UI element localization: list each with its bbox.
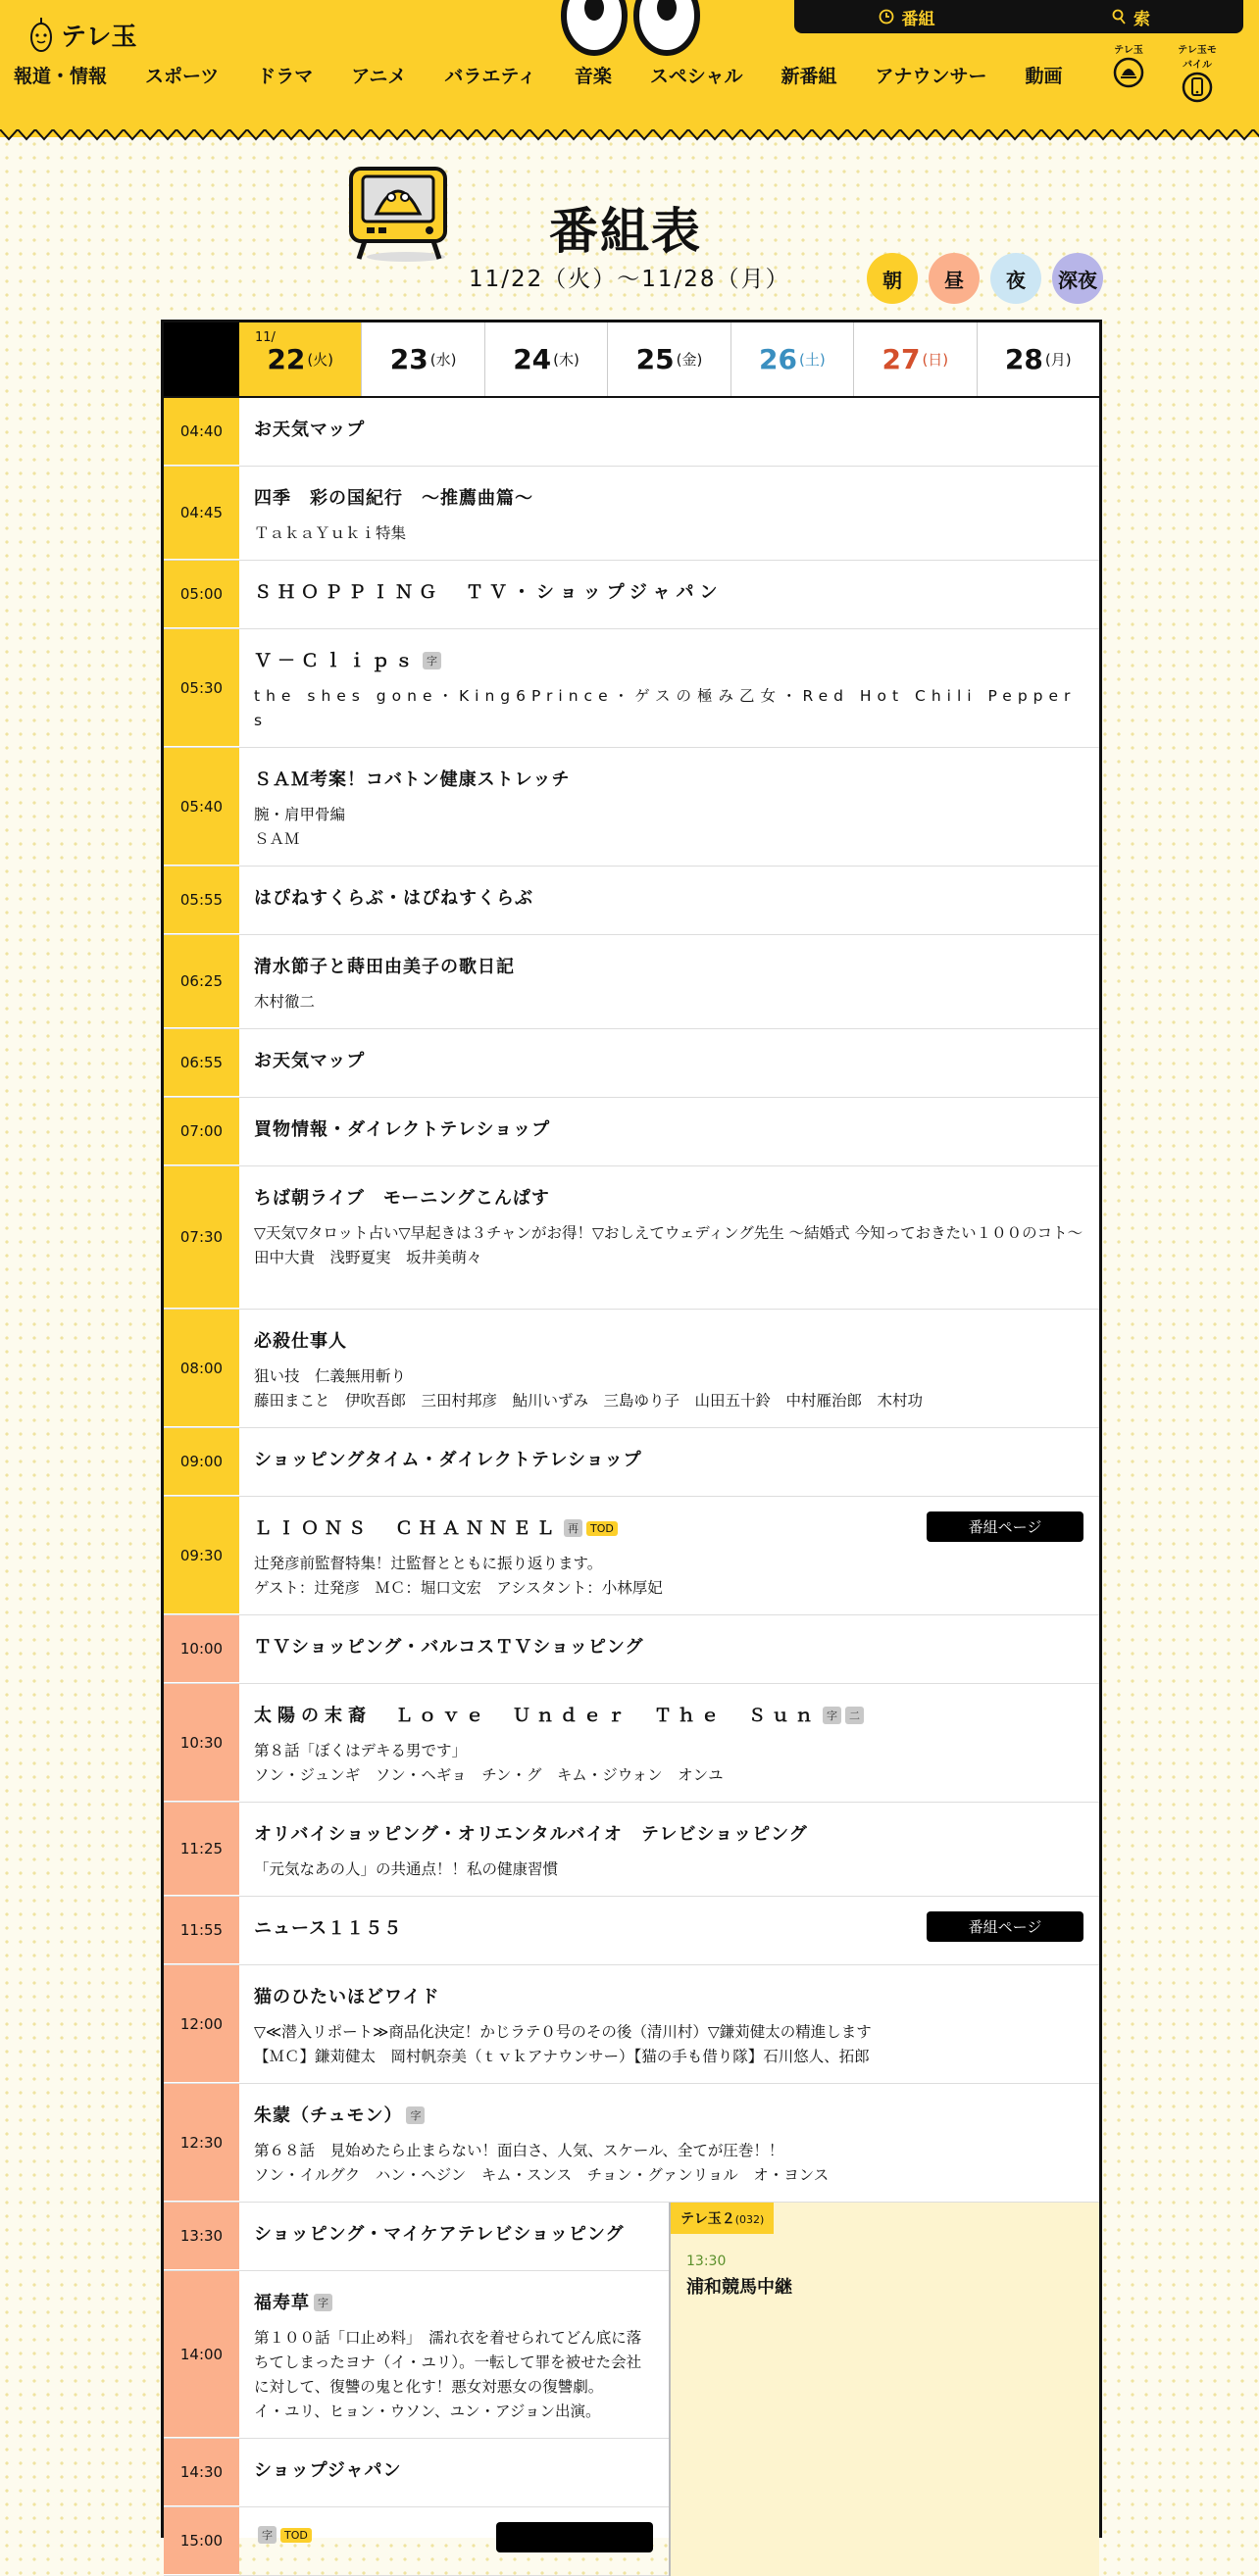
- program-row[interactable]: [164, 1098, 1099, 1166]
- search-link[interactable]: [1019, 0, 1243, 33]
- day-month: 11/: [255, 330, 276, 345]
- program-title[interactable]: [254, 2289, 653, 2314]
- program-title-text: Ｖ－Ｃｌｉｐｓ: [254, 651, 419, 671]
- program-title[interactable]: [254, 1115, 1083, 1141]
- program-title-text: ＳＨＯＰＰＩＮＧ ＴＶ・ショップジャパン: [254, 582, 724, 603]
- program-title[interactable]: [254, 1820, 1083, 1846]
- program-row[interactable]: [164, 629, 1099, 748]
- program-cell[interactable]: [239, 561, 1099, 628]
- program-row[interactable]: [164, 1803, 1099, 1897]
- program-badge: TOD: [586, 1521, 618, 1536]
- program-title-text: 買物情報・ダイレクトテレショップ: [254, 1119, 551, 1140]
- program-cell[interactable]: [239, 867, 1099, 934]
- day-tab-27[interactable]: [853, 322, 976, 396]
- search-label: 索: [1133, 9, 1150, 29]
- program-cell[interactable]: [239, 629, 1099, 747]
- program-cell[interactable]: [239, 2203, 669, 2270]
- program-time: 10:30: [164, 1684, 239, 1802]
- program-row[interactable]: [164, 398, 1099, 467]
- day-weekday: (水): [429, 351, 457, 369]
- program-cell[interactable]: [239, 748, 1099, 866]
- program-title-text: 清水節子と蒔田由美子の歌日記: [254, 957, 515, 977]
- program-row[interactable]: [164, 467, 1099, 561]
- program-title[interactable]: [254, 484, 1083, 510]
- program-title-text: ショップジャパン: [254, 2460, 402, 2481]
- program-row[interactable]: [164, 748, 1099, 867]
- program-title-text: ＳＡＭ考案！コバトン健康ストレッチ: [254, 769, 571, 790]
- program-description: ＴａｋａＹｕｋｉ特集: [254, 524, 407, 542]
- program-cell[interactable]: [239, 1166, 1099, 1309]
- program-time: 04:40: [164, 398, 239, 466]
- program-row[interactable]: [164, 1497, 1099, 1615]
- program-row[interactable]: [164, 1897, 1099, 1965]
- nav-special[interactable]: スペシャル: [649, 65, 743, 87]
- logo-text: テレ玉: [61, 22, 137, 52]
- program-time: 08:00: [164, 1310, 239, 1427]
- program-title[interactable]: [254, 1983, 1083, 2008]
- site-header: [0, 0, 1259, 137]
- nav-music[interactable]: 音楽: [574, 65, 612, 87]
- split-channel-region: [164, 2203, 1099, 2576]
- program-cell[interactable]: [239, 1684, 1099, 1802]
- day-tab-28[interactable]: [977, 322, 1099, 396]
- program-row[interactable]: [164, 2507, 669, 2576]
- program-time: 05:00: [164, 561, 239, 628]
- program-title-text: お天気マップ: [254, 1051, 366, 1071]
- program-time: 11:55: [164, 1897, 239, 1964]
- program-badge: 字: [406, 2106, 425, 2124]
- nav-sports[interactable]: スポーツ: [145, 65, 220, 87]
- page-title: 番組表: [549, 203, 702, 260]
- program-row[interactable]: [164, 1428, 1099, 1497]
- program-cell[interactable]: [239, 1965, 1099, 2083]
- program-row[interactable]: [164, 1310, 1099, 1428]
- program-description: 第６８話 見始めたら止まらない！面白さ、人気、スケール、全てが圧巻！！ ソン・イルグク ハン・ヘジン キム・スンス チョン・グァンリョル オ・ヨンス: [254, 2142, 830, 2184]
- program-rows: [164, 398, 1099, 2576]
- program-row[interactable]: [164, 1029, 1099, 1098]
- program-cell[interactable]: [239, 398, 1099, 466]
- mobile-link[interactable]: [1177, 41, 1218, 86]
- program-cell[interactable]: [239, 2439, 669, 2506]
- time-of-day-buttons: [867, 253, 1103, 304]
- nav-variety[interactable]: バラエティ: [444, 65, 536, 87]
- nav-videos[interactable]: 動画: [1025, 65, 1063, 87]
- program-description: ▽天気▽タロット占い▽早起きは３チャンがお得！▽おしえてウェディング先生 ～結婚式 今知っておきたい１００のコト～ 田中大貴 浅野夏実 坂井美萌々: [254, 1224, 1083, 1266]
- nav-announcers[interactable]: アナウンサー: [875, 65, 987, 87]
- program-title[interactable]: [254, 1184, 1083, 1210]
- program-description: 第１００話「口止め料」 濡れ衣を着せられてどん底に落ちてしまったヨナ（イ・ユリ）。一転して罪を被せた会社に対して、復讐の鬼と化す！悪女対悪女の復讐劇。 イ・ユリ、ヒョン・ウソン、ユン・アジョン出演。: [254, 2329, 642, 2420]
- program-title-text: ちば朝ライブ モーニングこんぱす: [254, 1188, 550, 1209]
- program-schedule: [161, 320, 1102, 2550]
- day-tab-25[interactable]: [607, 322, 730, 396]
- program-cell[interactable]: [239, 1428, 1099, 1496]
- day-weekday: (火): [307, 351, 334, 369]
- program-title-text: 猫のひたいほどワイド: [254, 1987, 440, 2007]
- nav-drama[interactable]: ドラマ: [257, 65, 314, 87]
- program-time: 15:00: [164, 2507, 239, 2575]
- tv-mascot-illustration: [347, 165, 455, 263]
- program-cell[interactable]: [239, 1897, 1099, 1964]
- program-title[interactable]: [254, 2456, 653, 2482]
- program-title[interactable]: [254, 1047, 1083, 1072]
- program-title[interactable]: [254, 1702, 1083, 1727]
- clock-icon: [879, 9, 894, 25]
- program-title-text: ＬＩＯＮＳ ＣＨＡＮＮＥＬ: [254, 1518, 560, 1539]
- subchannel-time: 13:30: [686, 2254, 727, 2269]
- program-title-text: 朱蒙（チュモン）: [254, 2105, 403, 2126]
- program-page-button[interactable]: 番組ページ: [927, 1511, 1083, 1542]
- program-badge: 字: [314, 2294, 332, 2311]
- main-nav: [14, 57, 1101, 92]
- program-title[interactable]: [254, 578, 1083, 604]
- program-badge: 二: [845, 1707, 864, 1724]
- program-row[interactable]: [164, 2203, 669, 2271]
- night-button[interactable]: 夜: [990, 253, 1041, 304]
- program-row[interactable]: [164, 2271, 669, 2439]
- mobile-label: テレ玉モバイル: [1178, 45, 1217, 71]
- program-time: 14:30: [164, 2439, 239, 2506]
- subchannel-label: テレ玉２: [680, 2211, 735, 2227]
- day-tab-26[interactable]: [730, 322, 853, 396]
- program-row[interactable]: [164, 561, 1099, 629]
- program-title-text: オリバイショッピング・オリエンタルバイオ テレビショッピング: [254, 1824, 808, 1845]
- program-cell[interactable]: [239, 2271, 669, 2438]
- program-title-text: ショッピングタイム・ダイレクトテレショップ: [254, 1450, 642, 1470]
- program-description: 「元気なあの人」の共通点！！私の健康習慣: [254, 1860, 559, 1878]
- program-description: ▽≪潜入リポート≫商品化決定！かじラテ０号のその後（清川村）▽鎌苅健太の精進します 【ＭＣ】鎌苅健太 岡村帆奈美（ｔｖｋアナウンサー）【猫の手も借り隊】石川悠人、拓郎: [254, 2023, 872, 2065]
- subchannel-title[interactable]: 浦和競馬中継: [686, 2277, 792, 2298]
- search-icon: [1112, 9, 1126, 25]
- program-title[interactable]: [254, 1327, 1083, 1353]
- day-weekday: (金): [676, 351, 703, 369]
- program-row[interactable]: [164, 1166, 1099, 1310]
- program-title-text: 四季 彩の国紀行 ～推薦曲篇～: [254, 488, 533, 509]
- site-logo[interactable]: [29, 16, 136, 53]
- program-cell[interactable]: [239, 1310, 1099, 1427]
- program-cell[interactable]: [239, 1615, 1099, 1683]
- mobile-icon: [1181, 71, 1214, 102]
- program-page-button[interactable]: [496, 2522, 653, 2552]
- program-title-text: お天気マップ: [254, 420, 366, 440]
- program-cell[interactable]: [239, 1029, 1099, 1097]
- program-badge: TOD: [280, 2528, 312, 2543]
- day-tabs-corner: [164, 322, 239, 396]
- day-tab-22[interactable]: [239, 322, 361, 396]
- late-night-button[interactable]: 深夜: [1052, 253, 1103, 304]
- day-tabs: [164, 322, 1099, 398]
- program-time: 05:55: [164, 867, 239, 934]
- program-title-text: ニュース１１５５: [254, 1918, 403, 1939]
- telebell-icon: [1112, 56, 1145, 87]
- program-row[interactable]: [164, 867, 1099, 935]
- date-range: 11/22（火）〜11/28（月）: [469, 267, 790, 292]
- day-weekday: (月): [1044, 351, 1072, 369]
- program-title[interactable]: [254, 2102, 1083, 2127]
- teletama-mascot-icon: [29, 16, 53, 53]
- program-time: 06:25: [164, 935, 239, 1028]
- telebell-label: テレ玉: [1114, 45, 1143, 56]
- telebell-link[interactable]: [1108, 41, 1149, 86]
- day-tab-24[interactable]: [484, 322, 607, 396]
- program-badge: 再: [564, 1519, 582, 1537]
- day-number: 28: [1004, 343, 1043, 375]
- program-badge: 字: [423, 652, 441, 669]
- program-cell[interactable]: [239, 935, 1099, 1028]
- program-title[interactable]: [254, 953, 1083, 978]
- program-time: 14:00: [164, 2271, 239, 2438]
- program-badge: 字: [258, 2526, 277, 2544]
- program-guide-label: 番組: [901, 9, 935, 29]
- header-zigzag-edge: [0, 125, 1259, 149]
- program-row[interactable]: [164, 1684, 1099, 1803]
- program-time: 13:30: [164, 2203, 239, 2270]
- program-title[interactable]: [254, 1446, 1083, 1471]
- program-title-text: ＴＶショッピング・バルコスＴＶショッピング: [254, 1637, 644, 1658]
- program-row[interactable]: [164, 935, 1099, 1029]
- program-cell[interactable]: [239, 2084, 1099, 2202]
- program-search-bar: [794, 0, 1243, 33]
- day-number: 25: [635, 343, 675, 375]
- program-title[interactable]: [254, 647, 1083, 672]
- program-title-text: 必殺仕事人: [254, 1331, 347, 1352]
- program-row[interactable]: [164, 2084, 1099, 2203]
- program-cell[interactable]: [239, 1803, 1099, 1896]
- program-description: the shes gone・King6Prince・ゲスの極み乙女・Red Hot Chili Peppers: [254, 687, 1077, 729]
- main-channel-column: [164, 2203, 671, 2576]
- program-badge: 字: [823, 1707, 841, 1724]
- program-time: 12:30: [164, 2084, 239, 2202]
- program-description: 第８話「ぼくはデキる男です」 ソン・ジュンギ ソン・ヘギョ チン・グ キム・ジウォン オンユ: [254, 1742, 724, 1784]
- program-time: 07:00: [164, 1098, 239, 1165]
- day-tab-23[interactable]: [361, 322, 483, 396]
- program-title-text: 太陽の末裔 Ｌｏｖｅ Ｕｎｄｅｒ Ｔｈｅ Ｓｕｎ: [254, 1706, 819, 1726]
- program-title[interactable]: [254, 416, 1083, 441]
- nav-new-programs[interactable]: 新番組: [781, 65, 837, 87]
- program-time: 10:00: [164, 1615, 239, 1683]
- program-description: 腕・肩甲骨編 ＳＡＭ: [254, 806, 346, 848]
- program-row[interactable]: [164, 1965, 1099, 2084]
- program-time: 05:40: [164, 748, 239, 866]
- day-weekday: (木): [553, 351, 579, 369]
- program-time: 05:30: [164, 629, 239, 747]
- program-page-button[interactable]: 番組ページ: [927, 1911, 1083, 1942]
- mascot-eyes-icon: [557, 0, 704, 59]
- program-time: 11:25: [164, 1803, 239, 1896]
- program-cell[interactable]: [239, 2507, 669, 2575]
- program-description: 辻発彦前監督特集！辻監督とともに振り返ります。 ゲスト：辻発彦 ＭＣ：堀口文宏 アシスタント：小林厚妃: [254, 1555, 663, 1597]
- program-title-text: はぴねすくらぶ・はぴねすくらぶ: [254, 888, 533, 909]
- program-title[interactable]: [254, 884, 1083, 910]
- program-time: 04:45: [164, 467, 239, 560]
- program-time: 09:30: [164, 1497, 239, 1614]
- nav-anime[interactable]: アニメ: [351, 65, 407, 87]
- program-cell[interactable]: [239, 1497, 1099, 1614]
- program-time: 12:00: [164, 1965, 239, 2083]
- day-number: 24: [513, 343, 552, 375]
- nav-icon-links: [1108, 41, 1218, 86]
- day-number: 22: [267, 343, 306, 375]
- noon-button[interactable]: 昼: [929, 253, 980, 304]
- program-row[interactable]: [164, 1615, 1099, 1684]
- program-time: 09:00: [164, 1428, 239, 1496]
- program-description: 狙い技 仁義無用斬り 藤田まこと 伊吹吾郎 三田村邦彦 鮎川いずみ 三島ゆり子 山田五十鈴 中村雁治郎 木村功: [254, 1367, 924, 1410]
- program-time: 07:30: [164, 1166, 239, 1309]
- subchannel-panel[interactable]: [671, 2203, 1099, 2576]
- program-description: 木村徹二: [254, 993, 316, 1011]
- nav-news[interactable]: 報道・情報: [14, 65, 108, 87]
- program-cell[interactable]: [239, 1098, 1099, 1165]
- program-title[interactable]: [254, 1633, 1083, 1659]
- program-guide-link[interactable]: [794, 0, 1019, 33]
- program-title-text: 福寿草: [254, 2293, 310, 2313]
- program-row[interactable]: [164, 2439, 669, 2507]
- day-number: 23: [389, 343, 428, 375]
- day-weekday: (日): [922, 351, 949, 369]
- program-title[interactable]: [254, 766, 1083, 791]
- program-title-text: ショッピング・マイケアテレビショッピング: [254, 2224, 625, 2245]
- program-title[interactable]: [254, 2220, 653, 2246]
- subchannel-number: (032): [734, 2213, 765, 2226]
- day-number: 26: [759, 343, 798, 375]
- program-cell[interactable]: [239, 467, 1099, 560]
- morning-button[interactable]: 朝: [867, 253, 918, 304]
- subchannel-tag: [671, 2203, 774, 2234]
- day-number: 27: [881, 343, 921, 375]
- day-weekday: (土): [799, 351, 826, 369]
- program-time: 06:55: [164, 1029, 239, 1097]
